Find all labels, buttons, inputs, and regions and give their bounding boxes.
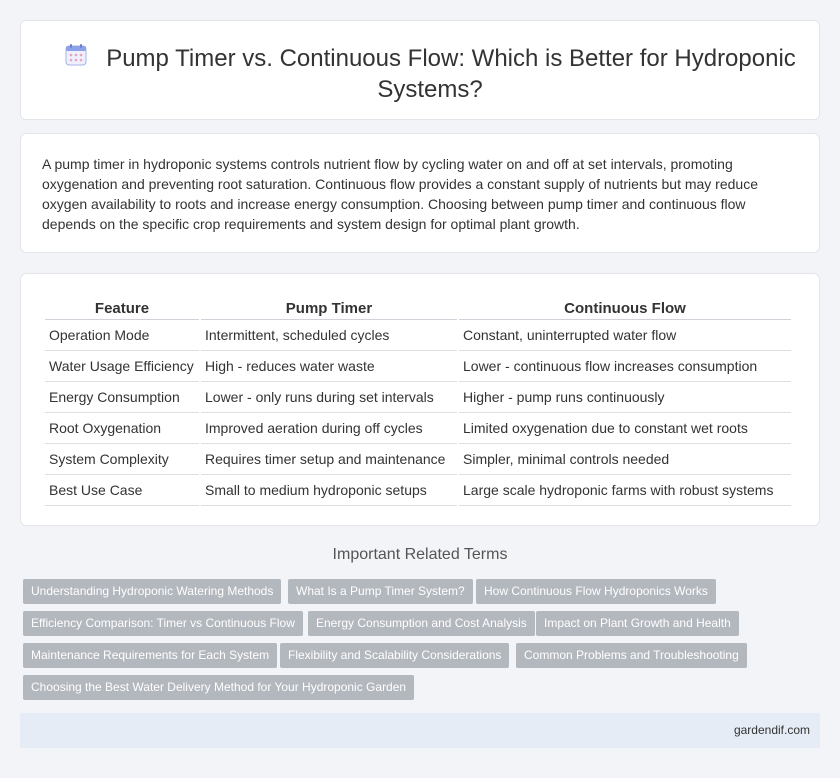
table-cell: Limited oxygenation due to constant wet roots: [459, 413, 791, 444]
table-cell: Water Usage Efficiency: [45, 351, 199, 382]
intro-paragraph: A pump timer in hydroponic systems controls nutrient flow by cycling water on and off at set intervals, promoting oxygenation and preventing root saturation. Continuous flow provides a constant supply of nutrients but may reduce oxygen availability to roots and increase energy consumption. Choosing between pump timer and continuous flow depends on the specific crop requirements and system design for optimal plant growth.: [42, 156, 758, 232]
table-row: [45, 413, 791, 444]
related-term-link[interactable]: Maintenance Requirements for Each System: [23, 643, 277, 668]
table-cell: Higher - pump runs continuously: [459, 382, 791, 413]
table-header-continuous-flow: Continuous Flow: [459, 296, 791, 320]
calendar-icon: [64, 43, 88, 75]
table-row: [45, 320, 791, 351]
table-cell: Energy Consumption: [45, 382, 199, 413]
related-term-link[interactable]: Flexibility and Scalability Considerations: [280, 643, 509, 668]
page-title: Pump Timer vs. Continuous Flow: Which is Better for Hydroponic Systems?: [106, 45, 796, 103]
table-cell: Intermittent, scheduled cycles: [201, 320, 457, 351]
comparison-table: [43, 296, 793, 506]
related-term-link[interactable]: Choosing the Best Water Delivery Method for Your Hydroponic Garden: [23, 675, 414, 700]
related-term-link[interactable]: Impact on Plant Growth and Health: [536, 611, 739, 636]
table-cell: Improved aeration during off cycles: [201, 413, 457, 444]
table-cell: Operation Mode: [45, 320, 199, 351]
intro-card: [20, 133, 820, 253]
table-cell: Lower - only runs during set intervals: [201, 382, 457, 413]
table-cell: Small to medium hydroponic setups: [201, 475, 457, 506]
title-card: [20, 20, 820, 120]
table-cell: Large scale hydroponic farms with robust systems: [459, 475, 791, 506]
table-row: [45, 475, 791, 506]
table-cell: Constant, uninterrupted water flow: [459, 320, 791, 351]
page-title-wrap: [61, 43, 799, 105]
related-term-link[interactable]: Efficiency Comparison: Timer vs Continuous Flow: [23, 611, 303, 636]
related-terms-heading: Important Related Terms: [332, 546, 508, 563]
table-cell: Simpler, minimal controls needed: [459, 444, 791, 475]
related-term-link[interactable]: How Continuous Flow Hydroponics Works: [476, 579, 716, 604]
related-term-link[interactable]: Common Problems and Troubleshooting: [516, 643, 747, 668]
related-term-link[interactable]: What Is a Pump Timer System?: [288, 579, 473, 604]
table-row: [45, 444, 791, 475]
table-header-row: [45, 296, 791, 320]
table-header-feature: Feature: [45, 296, 199, 320]
table-row: [45, 382, 791, 413]
footer: [20, 713, 820, 748]
table-cell: Best Use Case: [45, 475, 199, 506]
related-term-link[interactable]: Understanding Hydroponic Watering Methods: [23, 579, 281, 604]
table-cell: Root Oxygenation: [45, 413, 199, 444]
table-cell: Requires timer setup and maintenance: [201, 444, 457, 475]
related-term-link[interactable]: Energy Consumption and Cost Analysis: [308, 611, 535, 636]
table-cell: High - reduces water waste: [201, 351, 457, 382]
table-header-pump-timer: Pump Timer: [201, 296, 457, 320]
table-cell: Lower - continuous flow increases consumption: [459, 351, 791, 382]
table-cell: System Complexity: [45, 444, 199, 475]
table-row: [45, 351, 791, 382]
comparison-card: [20, 273, 820, 526]
footer-site-name: gardendif.com: [733, 723, 810, 737]
